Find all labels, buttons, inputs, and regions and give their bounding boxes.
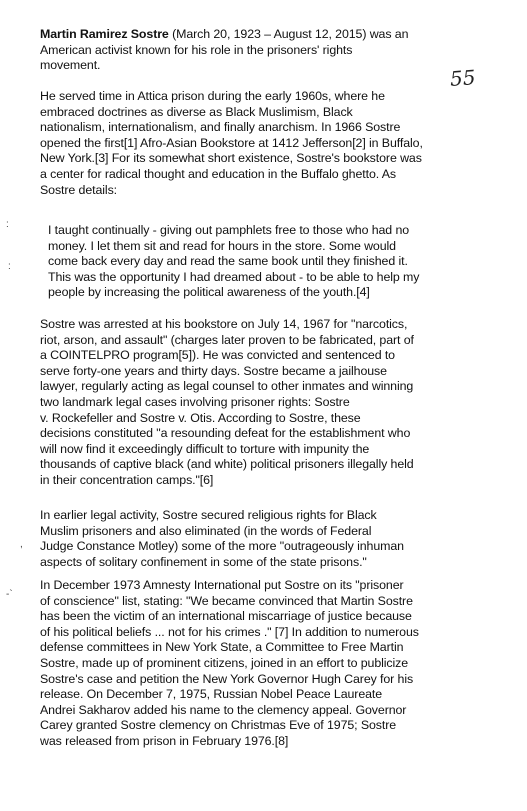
text-line: American activist known for his role in the prisoners' rights (40, 42, 353, 57)
intro-paragraph (40, 27, 502, 74)
scan-mark: , (20, 539, 23, 550)
text-line: in their concentration camps."[6] (40, 472, 214, 487)
text-line: Sostre was arrested at his bookstore on July 14, 1967 for "narcotics, (40, 317, 408, 331)
text-line: Sostre's case and petition the New York Governor Hugh Carey for his (40, 671, 414, 686)
scan-mark: : (6, 219, 9, 230)
text-line: thousands of captive black (and white) political prisoners illegally held (40, 457, 414, 472)
text-line: Judge Constance Motley) some of the more "outrageously inhuman (40, 539, 404, 554)
text-line: of conscience" list, stating: "We became convinced that Martin Sostre (40, 593, 413, 608)
text-line: was released from prison in February 1976.[8] (40, 733, 289, 748)
quote-paragraph (48, 223, 498, 301)
scan-mark: -` (6, 589, 13, 600)
text-line: movement. (40, 58, 101, 73)
text-line: I taught continually - giving out pamphlets free to those who had no (48, 223, 410, 237)
text-line: Carey granted Sostre clemency on Christmas Eve of 1975; Sostre (40, 718, 397, 733)
text-line: decisions constituted "a resounding defeat for the establishment who (40, 426, 411, 441)
text-line: aspects of solitary confinement in some of the state prisons." (40, 554, 367, 569)
text-line: nationalism, internationalism, and finally anarchism. In 1966 Sostre (40, 120, 401, 135)
text-line: In December 1973 Amnesty International put Sostre on its "prisoner (40, 578, 404, 592)
text-line: of his political beliefs ... not for his crimes ." [7] In addition to numerous (40, 624, 419, 639)
text-line: New York.[3] For its somewhat short existence, Sostre's bookstore was (40, 151, 422, 166)
religious-rights-paragraph (40, 508, 502, 570)
text-line: riot, arson, and assault" (charges later proven to be fabricated, part of (40, 332, 414, 347)
text-line: money. I let them sit and read for hours in the store. Some would (48, 238, 396, 253)
text-line: opened the first[1] Afro-Asian Bookstore at 1412 Jefferson[2] in Buffalo, (40, 135, 423, 150)
text-line: serve forty-one years and thirty days. Sostre became a jailhouse (40, 363, 387, 378)
text-line: defense committees in New York State, a Committee to Free Martin (40, 640, 404, 655)
bookstore-paragraph (40, 89, 502, 198)
text-line: a COINTELPRO program[5]). He was convicted and sentenced to (40, 348, 395, 363)
text-line: will now find it exceedingly difficult to torture with impunity the (40, 441, 370, 456)
text-line: v. Rockefeller and Sostre v. Otis. According to Sostre, these (40, 410, 361, 425)
text-line: Andrei Sakharov added his name to the clemency appeal. Governor (40, 702, 407, 717)
text-line: He served time in Attica prison during the early 1960s, where he (40, 89, 385, 103)
text-line: This was the opportunity I had dreamed about - to be able to help my (48, 269, 420, 284)
text-line: Muslim prisoners and also eliminated (in the words of Federal (40, 523, 372, 538)
text-line: embraced doctrines as diverse as Black Muslimism, Black (40, 104, 353, 119)
arrest-paragraph (40, 317, 502, 489)
text-line: Sostre, made up of prominent citizens, joined in an effort to publicize (40, 655, 409, 670)
text-line: lawyer, regularly acting as legal counsel to other inmates and winning (40, 379, 414, 394)
text-line: In earlier legal activity, Sostre secured religious rights for Black (40, 508, 377, 522)
text-line: release. On December 7, 1975, Russian Nobel Peace Laureate (40, 687, 383, 702)
text-line: a center for radical thought and education in the Buffalo ghetto. As (40, 166, 396, 181)
text-line: come back every day and read the same book until they finished it. (48, 254, 408, 269)
text-fragment: (March 20, 1923 – August 12, 2015) was an (168, 27, 409, 41)
text-line: Sostre details: (40, 182, 118, 197)
text-line: two landmark legal cases involving prisoner rights: Sostre (40, 394, 350, 409)
text-line (40, 27, 502, 43)
text-line: people by increasing the political awareness of the youth.[4] (48, 285, 370, 300)
subject-name: Martin Ramirez Sostre (40, 27, 169, 41)
amnesty-paragraph (40, 578, 502, 750)
text-line: has been the victim of an international miscarriage of justice because (40, 609, 412, 624)
handwritten-page-number: 55 (449, 65, 477, 91)
scan-mark: : (8, 261, 11, 272)
